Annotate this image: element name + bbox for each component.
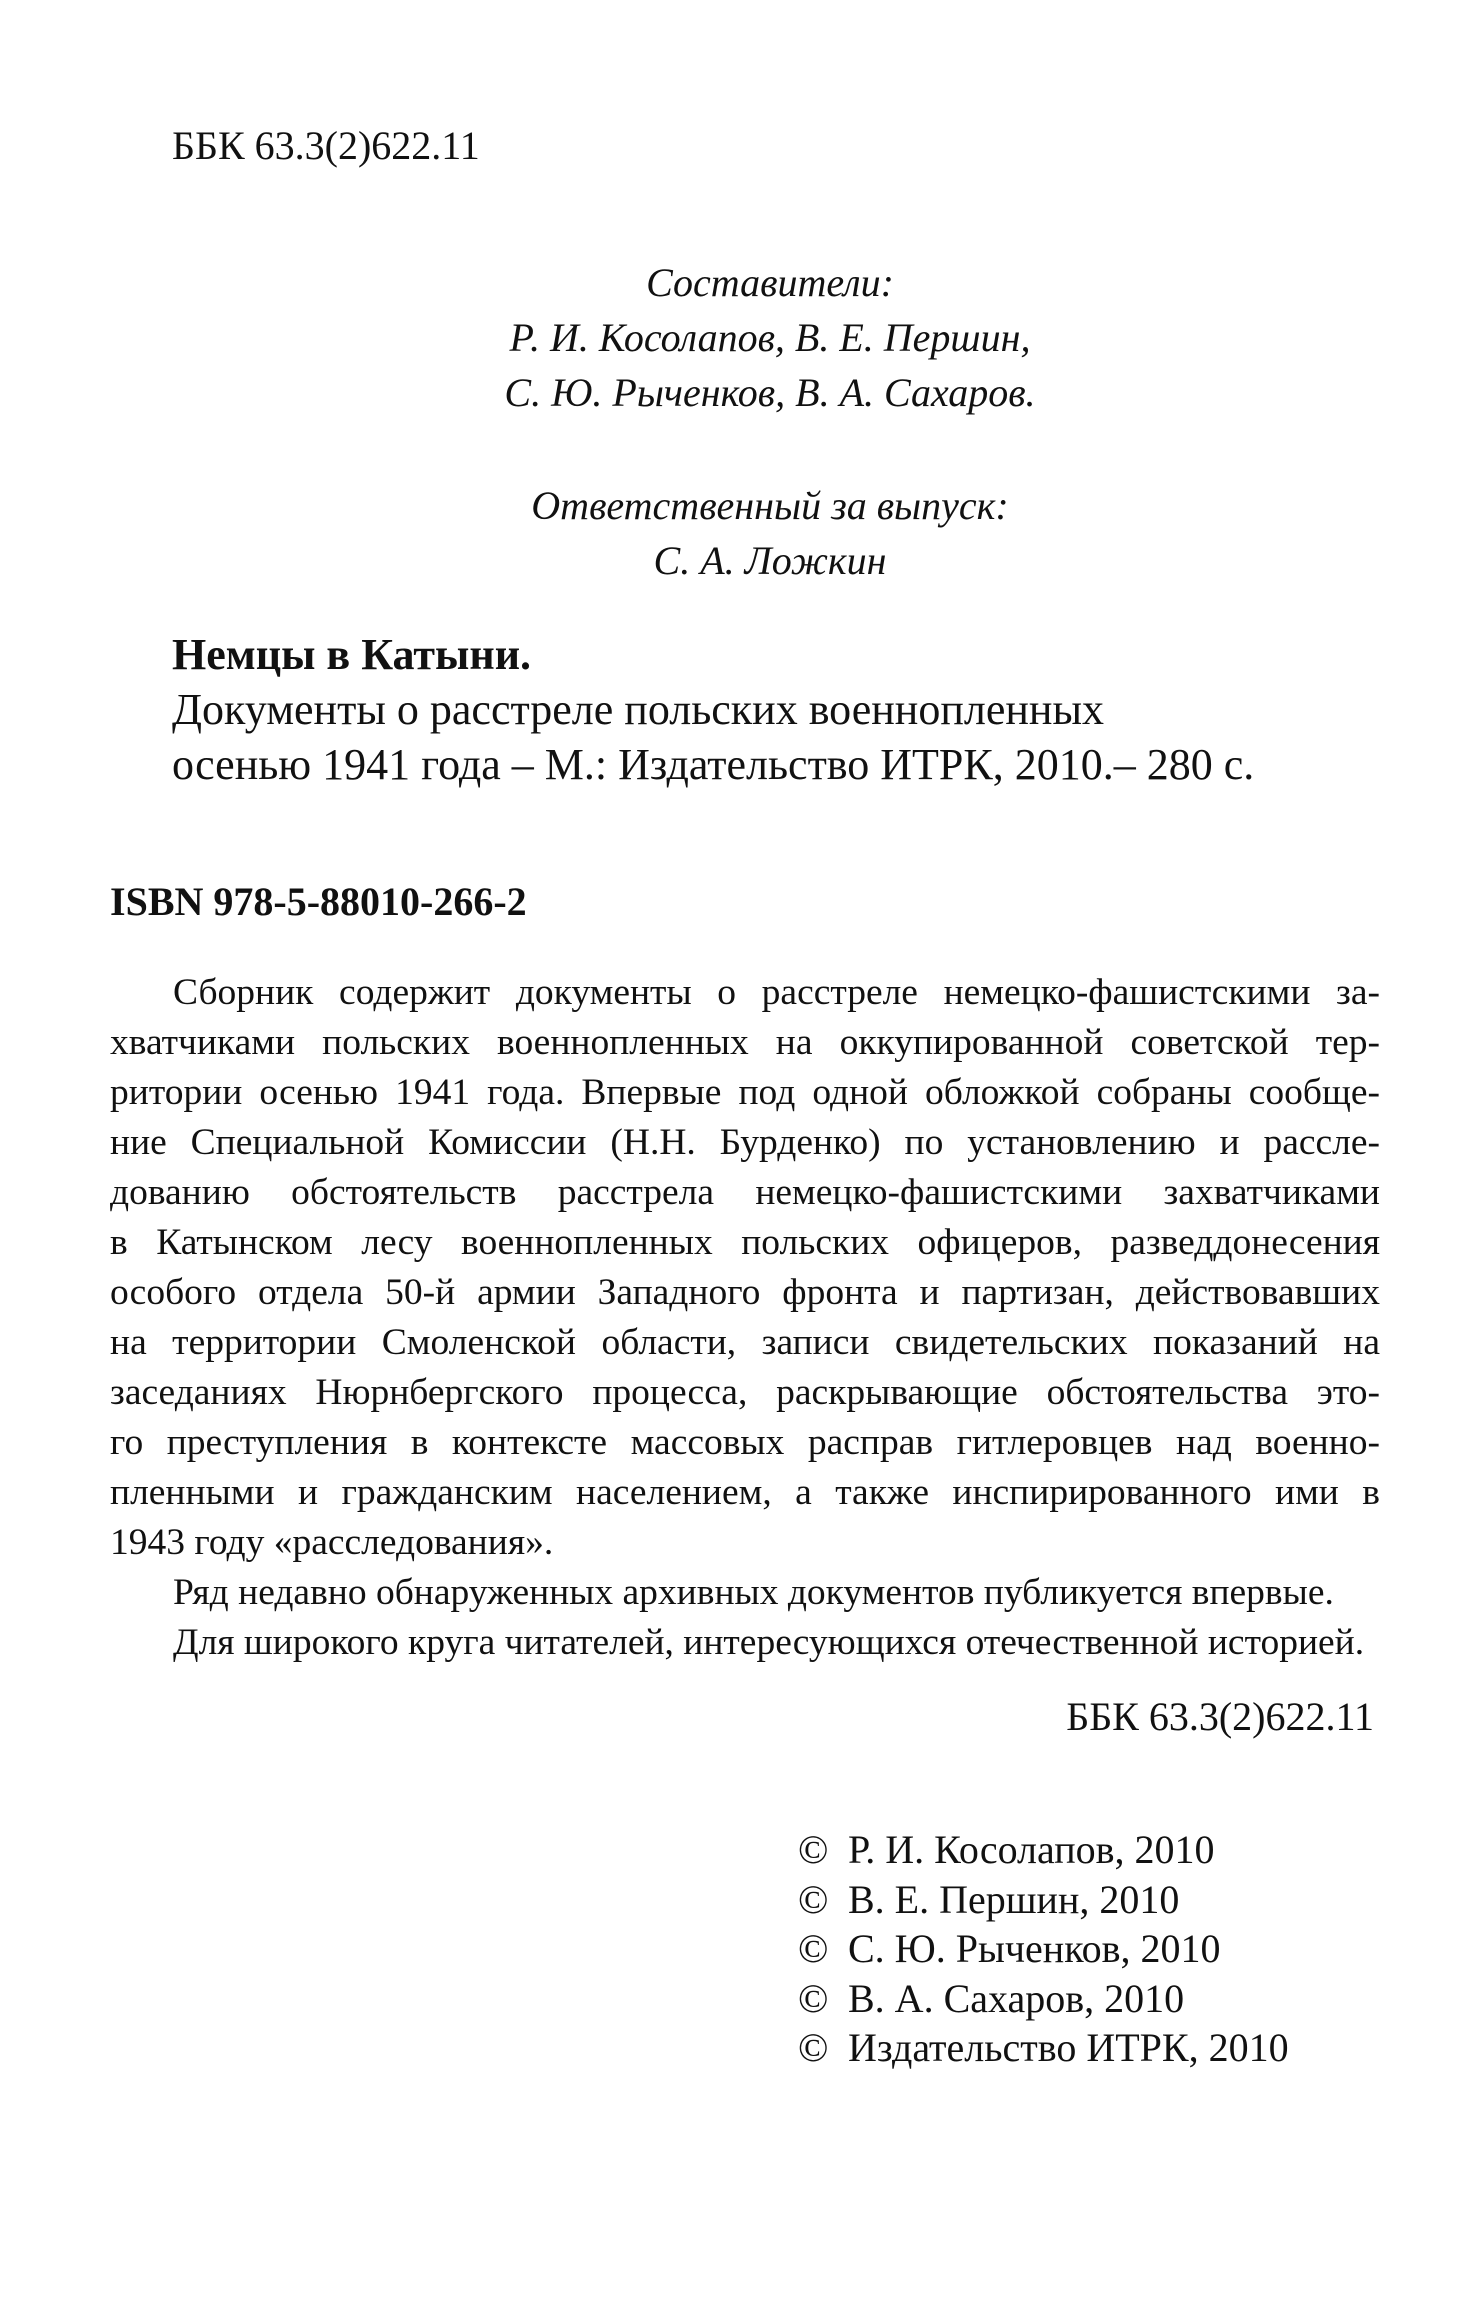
copyright-line bbox=[798, 2023, 1289, 2073]
book-title: Немцы в Катыни. bbox=[172, 630, 532, 679]
bbk-code-bottom: ББК 63.3(2)622.11 bbox=[1066, 1694, 1374, 1739]
abstract-line: ние Специальной Комиссии (Н.Н. Бурденко) по установлению и рассле- bbox=[110, 1122, 1380, 1163]
copyright-holder: В. Е. Першин, 2010 bbox=[848, 1876, 1180, 1922]
abstract-line: хватчиками польских военнопленных на оккупированной советской тер- bbox=[110, 1022, 1380, 1063]
title-line-2: осенью 1941 года – М.: Издательство ИТРК, 2010.– 280 с. bbox=[172, 740, 1255, 789]
isbn: ISBN 978-5-88010-266-2 bbox=[110, 879, 527, 924]
copyright-line bbox=[798, 1825, 1289, 1875]
copyright-holder: Издательство ИТРК, 2010 bbox=[848, 2025, 1289, 2070]
responsible-label: Ответственный за выпуск: bbox=[531, 483, 1009, 528]
responsible-block bbox=[470, 478, 1070, 588]
compilers-label: Составители: bbox=[646, 260, 894, 305]
title-line-1: Документы о расстреле польских военнопленных bbox=[172, 685, 1105, 734]
abstract-line: в Катынском лесу военнопленных польских офицеров, разведдонесения bbox=[110, 1222, 1380, 1263]
copyright-line bbox=[798, 1924, 1289, 1974]
abstract-paragraph-2: Ряд недавно обнаруженных архивных документов публикуется впервые. bbox=[173, 1572, 1334, 1613]
compilers-line-2: С. Ю. Рыченков, В. А. Сахаров. bbox=[504, 370, 1036, 415]
copyright-icon: © bbox=[798, 1876, 829, 1922]
abstract bbox=[110, 968, 1380, 1668]
copyright-icon: © bbox=[798, 1926, 829, 1971]
compilers-block bbox=[470, 255, 1070, 420]
abstract-line: дованию обстоятельств расстрела немецко-фашистскими захватчиками bbox=[110, 1172, 1380, 1213]
abstract-line: го преступления в контексте массовых расправ гитлеровцев над военно- bbox=[110, 1422, 1380, 1463]
copyright-list bbox=[798, 1825, 1289, 2073]
copyright-line bbox=[798, 1875, 1289, 1925]
bbk-code-top: ББК 63.3(2)622.11 bbox=[172, 123, 480, 168]
abstract-line: 1943 году «расследования». bbox=[110, 1522, 554, 1563]
abstract-line: заседаниях Нюрнбергского процесса, раскрывающие обстоятельства это- bbox=[110, 1372, 1380, 1413]
compilers-line-1: Р. И. Косолапов, В. Е. Першин, bbox=[509, 315, 1031, 360]
copyright-holder: С. Ю. Рыченков, 2010 bbox=[848, 1926, 1221, 1971]
copyright-icon: © bbox=[798, 1975, 829, 2021]
abstract-line: Сборник содержит документы о расстреле немецко-фашистскими за- bbox=[173, 972, 1380, 1013]
copyright-icon: © bbox=[798, 1827, 829, 1872]
abstract-paragraph-3: Для широкого круга читателей, интересующихся отечественной историей. bbox=[173, 1622, 1365, 1663]
copyright-holder: В. А. Сахаров, 2010 bbox=[848, 1975, 1185, 2021]
abstract-line: на территории Смоленской области, записи свидетельских показаний на bbox=[110, 1322, 1380, 1363]
abstract-line: ритории осенью 1941 года. Впервые под одной обложкой собраны сообще- bbox=[110, 1072, 1380, 1113]
copyright-holder: Р. И. Косолапов, 2010 bbox=[848, 1827, 1215, 1872]
bibliographic-title bbox=[172, 627, 1254, 792]
copyright-line bbox=[798, 1974, 1289, 2024]
copyright-icon: © bbox=[798, 2025, 829, 2070]
abstract-line: особого отдела 50-й армии Западного фронта и партизан, действовавших bbox=[110, 1272, 1380, 1313]
responsible-name: С. А. Ложкин bbox=[653, 538, 887, 583]
abstract-line: пленными и гражданским населением, а также инспирированного ими в bbox=[110, 1472, 1380, 1513]
